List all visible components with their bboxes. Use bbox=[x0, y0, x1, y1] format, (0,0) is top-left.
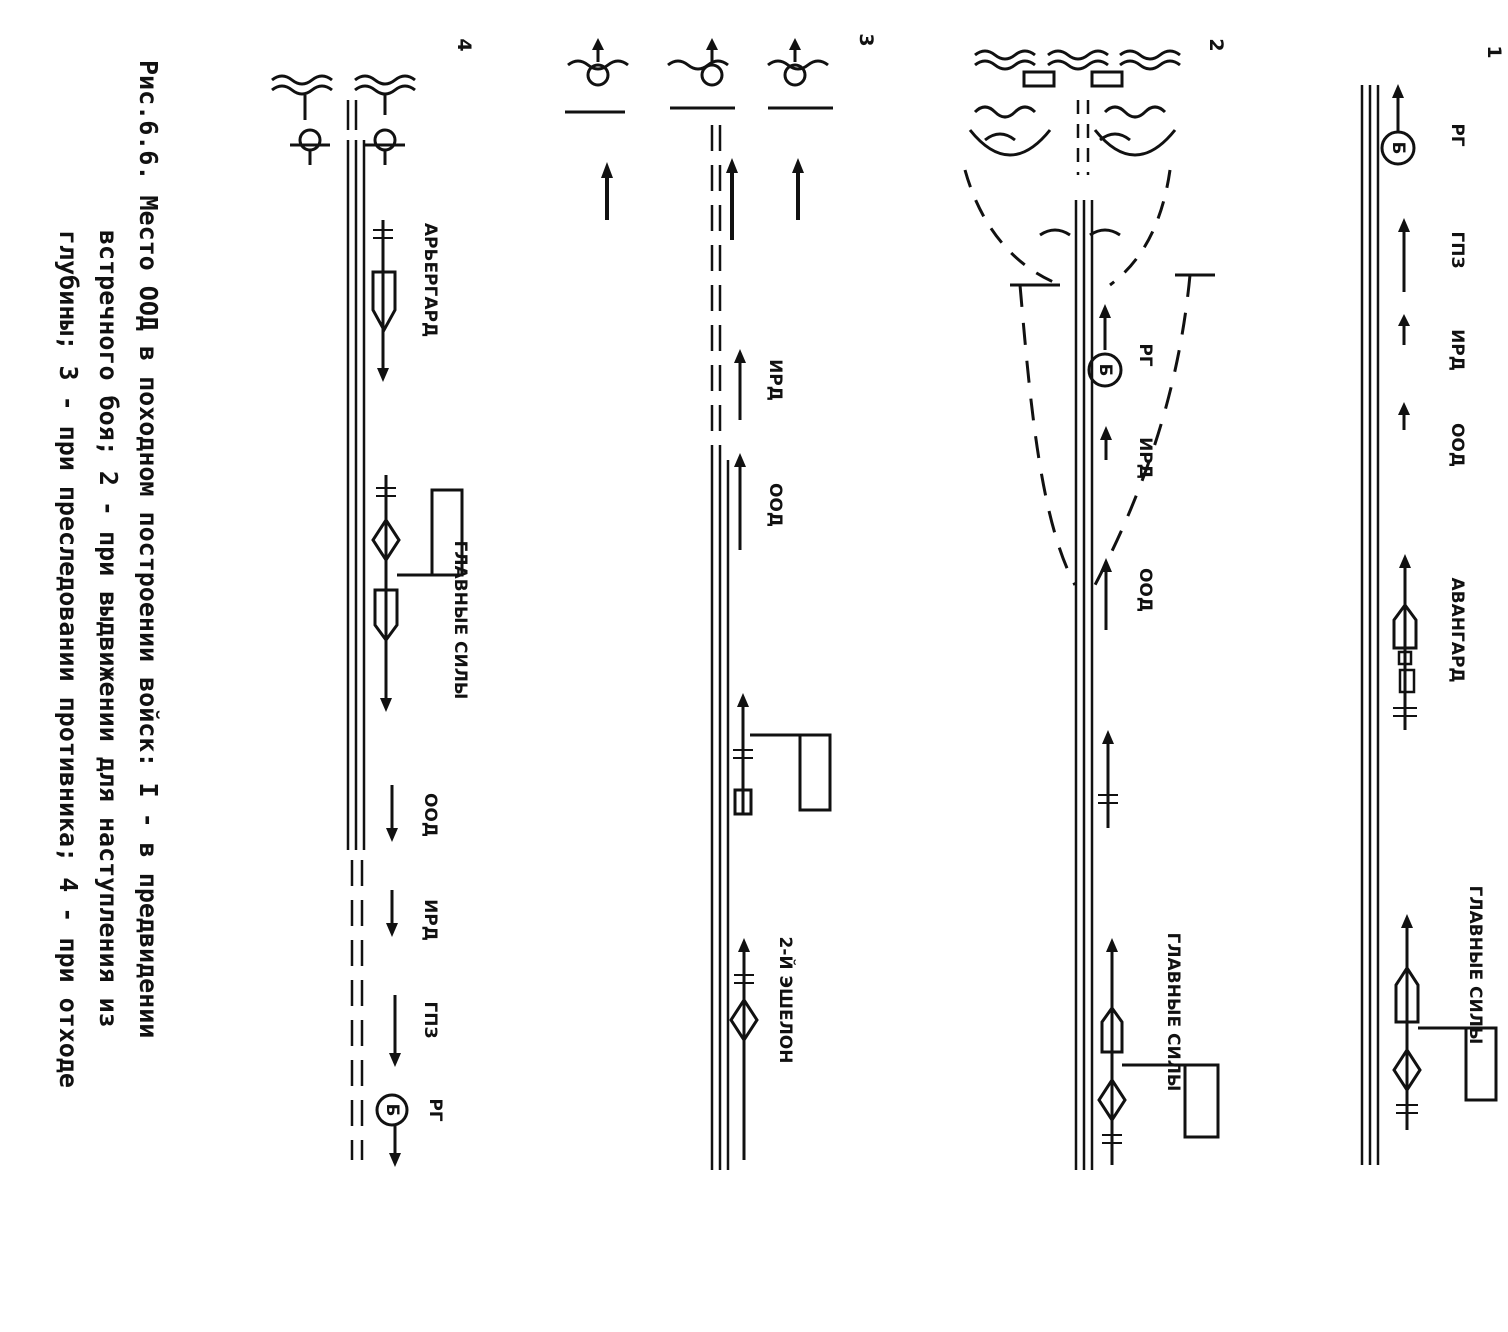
enemy-positions bbox=[565, 38, 833, 112]
panel-number-1: 1 bbox=[1483, 45, 1505, 59]
ood-arrow bbox=[1398, 402, 1410, 430]
road-line bbox=[348, 100, 364, 1160]
label-gpz: ГПЗ bbox=[420, 1001, 440, 1039]
panel-2 bbox=[965, 38, 1227, 1170]
zone-left bbox=[1020, 285, 1075, 585]
label-main-forces-1: ГЛАВНЫЕ СИЛЫ bbox=[1465, 885, 1485, 1045]
label-gpz: ГПЗ bbox=[1447, 231, 1467, 269]
rg-symbol bbox=[1089, 304, 1121, 386]
label-ood: ООД bbox=[1135, 567, 1155, 613]
rg-symbol bbox=[377, 1095, 407, 1167]
label-rg: РГ bbox=[1135, 343, 1155, 367]
label-rg: РГ bbox=[425, 1098, 445, 1122]
main-forces-column bbox=[1099, 938, 1218, 1165]
label-ird: ИРД bbox=[1447, 329, 1467, 371]
label-main-forces-4: ГЛАВНЫЕ СИЛЫ bbox=[450, 540, 470, 700]
panel-3 bbox=[565, 33, 877, 1170]
label-ood: ООД bbox=[765, 482, 785, 528]
label-ood: ООД bbox=[420, 792, 440, 838]
boundary-left bbox=[965, 170, 1060, 285]
label-ood: ООД bbox=[1447, 422, 1467, 468]
ird-arrow bbox=[734, 349, 746, 420]
avangard-column bbox=[1393, 554, 1417, 730]
label-ird: ИРД bbox=[765, 359, 785, 401]
panel-1 bbox=[1362, 45, 1505, 1165]
zone-right bbox=[1095, 275, 1190, 585]
enemy-positions bbox=[272, 76, 415, 165]
label-ariergard: АРЬЕРГАРД bbox=[420, 222, 440, 338]
b-badge: Б bbox=[382, 1103, 402, 1117]
label-rg: РГ bbox=[1447, 123, 1467, 147]
label-main-forces-2: ГЛАВНЫЕ СИЛЫ bbox=[1163, 932, 1183, 1092]
ird-arrow bbox=[386, 890, 398, 937]
label-ird: ИРД bbox=[420, 899, 440, 941]
main-forces-column bbox=[373, 475, 462, 712]
ariergard-column bbox=[373, 220, 395, 382]
main-forces-column bbox=[733, 693, 830, 815]
b-badge: Б bbox=[1388, 141, 1408, 155]
rg-symbol bbox=[1382, 84, 1414, 164]
avangard-arrow bbox=[1098, 730, 1118, 828]
ird-arrow bbox=[1398, 314, 1410, 345]
second-echelon-column bbox=[731, 938, 757, 1160]
ird-arrow bbox=[1100, 426, 1112, 460]
panel-number-4: 4 bbox=[453, 38, 475, 52]
figure-caption bbox=[54, 60, 163, 1088]
caption-line-2: встречного боя; 2 - при выдвижении для наступления из bbox=[94, 230, 123, 1028]
caption-line-3: глубины; 3 - при преследовании противника; 4 - при отходе bbox=[54, 230, 83, 1088]
gpz-arrow bbox=[1398, 218, 1410, 292]
ood-arrow bbox=[386, 785, 398, 842]
road-line bbox=[712, 125, 728, 1170]
road-line bbox=[1362, 85, 1378, 1165]
b-badge: Б bbox=[1095, 363, 1115, 377]
boundary-right bbox=[1110, 170, 1170, 285]
ood-arrow bbox=[734, 453, 746, 550]
label-avangard: АВАНГАРД bbox=[1447, 577, 1467, 683]
advance-arrows bbox=[601, 158, 804, 240]
road-line bbox=[1076, 100, 1092, 1170]
panel-number-2: 2 bbox=[1205, 38, 1227, 52]
panel-4 bbox=[272, 38, 475, 1167]
ood-arrow bbox=[1100, 558, 1112, 630]
label-ird: ИРД bbox=[1135, 437, 1155, 479]
caption-line-1: Рис.6.6. Место ООД в походном построении войск: I - в предвидении bbox=[134, 60, 163, 1039]
gpz-arrow bbox=[389, 995, 401, 1067]
label-second-echelon: 2-Й ЭШЕЛОН bbox=[775, 936, 795, 1064]
panel-number-3: 3 bbox=[855, 33, 877, 47]
